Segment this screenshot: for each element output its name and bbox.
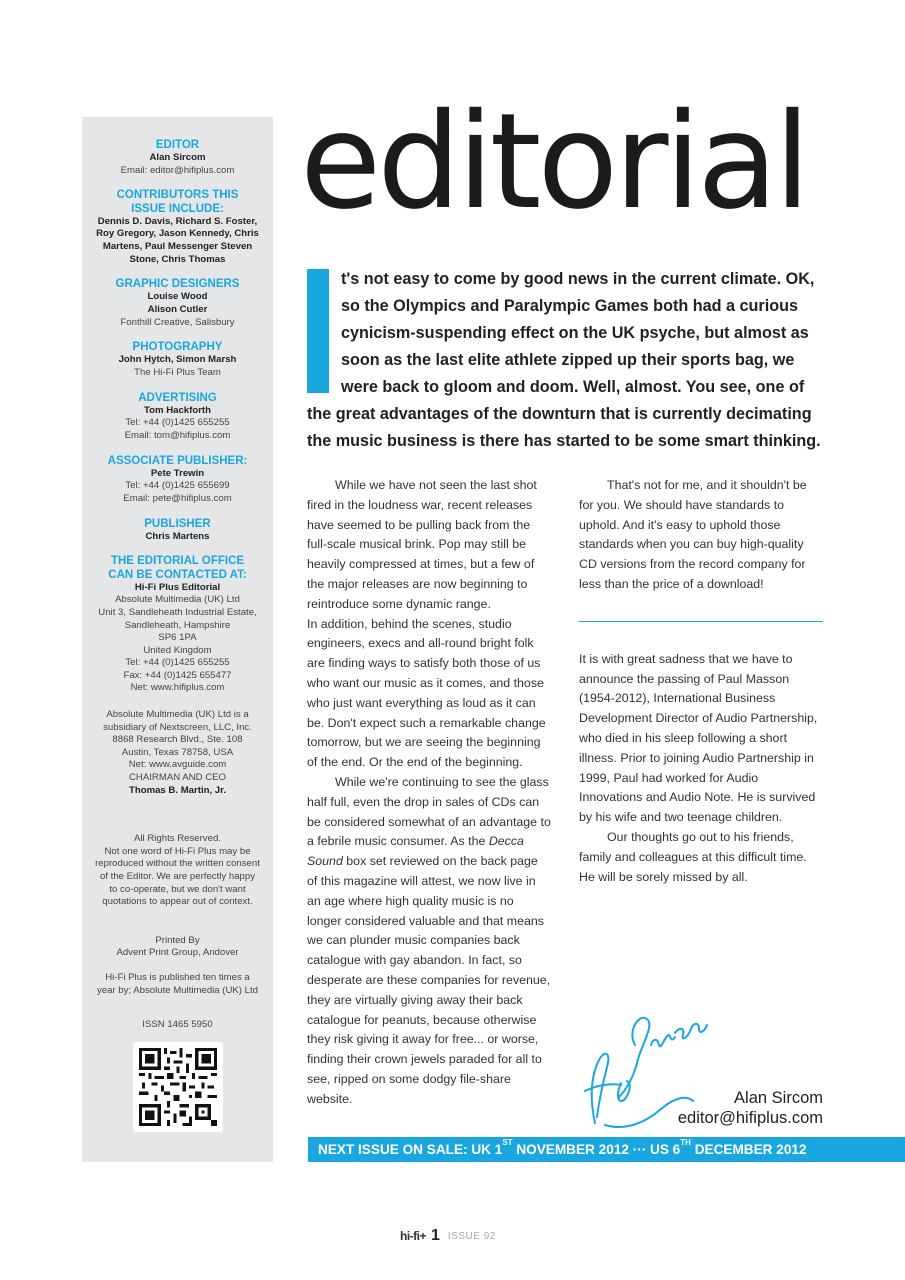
associate-name: Pete Trewin	[150, 467, 205, 479]
masthead-sidebar	[82, 117, 273, 1162]
col1-paragraph-2: In addition, behind the scenes, studio engineers, execs and all-round bright folk are finding ways to satisfy both those of us who want our music as it comes, and those who just want everything as loud as it can be. Don't expect such a remarkable change tomorrow, but we are seeing the beginning of the end. Or the end of the beginning.	[307, 616, 546, 770]
col1-paragraph-3	[307, 773, 551, 1110]
advertising-email: Email: tom@hifiplus.com	[124, 429, 231, 441]
subsidiary-line-1: Absolute Multimedia (UK) Ltd is a	[106, 709, 249, 721]
banner-part-3: DECEMBER 2012	[690, 1142, 807, 1157]
col1-p3-part-a: While we're continuing to see the glass half full, even the drop in sales of CDs can be considered somewhat of an advantage to a febrile music consumer. As the	[307, 774, 551, 849]
subsidiary-line-2: subsidiary of Nextscreen, LLC, Inc.	[103, 721, 252, 733]
article-column-2	[579, 476, 823, 887]
signature-email[interactable]: editor@hifiplus.com	[677, 1109, 823, 1127]
chairman-label: CHAIRMAN AND CEO	[128, 772, 226, 784]
rights-section	[88, 833, 267, 909]
photography-team: The Hi-Fi Plus Team	[134, 366, 221, 378]
office-line-3: Sandleheath, Hampshire	[124, 619, 231, 631]
associate-section	[88, 455, 267, 506]
office-net: Net: www.hifiplus.com	[130, 682, 225, 694]
qr-code-icon	[139, 1048, 217, 1126]
issue-number: ISSUE 92	[447, 1230, 496, 1242]
editor-heading: EDITOR	[155, 139, 200, 151]
contributors-names: Dennis D. Davis, Richard S. Foster, Roy Gregory, Jason Kennedy, Chris Martens, Paul Messenger Steven Stone, Chris Thomas	[96, 215, 259, 265]
office-line-4: SP6 1PA	[158, 632, 197, 644]
designer-company: Fonthill Creative, Salisbury	[120, 316, 235, 328]
publisher-heading: PUBLISHER	[144, 517, 211, 530]
col2-paragraph-3: Our thoughts go out to his friends, family and colleagues at this difficult time. He will be sorely missed by all.	[579, 829, 807, 884]
qr-code[interactable]	[133, 1042, 223, 1132]
contributors-heading: CONTRIBUTORS THIS ISSUE INCLUDE:	[116, 189, 239, 215]
col1-p3-part-b: box set reviewed on the back page of this magazine will attest, we now live in an age where high quality music is no longer considered valuable and that means we can plunder music companies back catalogue with gay abandon. In fact, so desperate are these companies for revenue, they are virtually giving away their back catalogue for peanuts, because otherwise they risk giving it away for free... or worse, finding their crown jewels paraded for all to see, ripped on some dodgy file-share website.	[307, 854, 551, 1106]
office-fax: Fax: +44 (0)1425 655477	[123, 669, 232, 681]
issn-number: ISSN 1465 5950	[142, 1019, 213, 1031]
office-name: Hi-Fi Plus Editorial	[134, 581, 221, 593]
col2-paragraph-1: That's not for me, and it shouldn't be for you. We should have standards to uphold. And it's easy to uphold those standards when you can buy high-quality CD versions from the record company for less than the price of a download!	[579, 478, 807, 591]
editor-email: Email: editor@hifiplus.com	[120, 164, 235, 176]
office-heading: THE EDITORIAL OFFICE CAN BE CONTACTED AT:	[108, 555, 247, 581]
publisher-name: Chris Martens	[145, 530, 210, 542]
office-section	[88, 555, 267, 695]
banner-part-1: NEXT ISSUE ON SALE: UK 1	[318, 1142, 503, 1157]
banner-part-2: NOVEMBER 2012 ··· US 6	[512, 1142, 681, 1157]
advertising-section	[88, 392, 267, 443]
page-title: editorial	[300, 85, 807, 239]
article-column-1	[307, 476, 551, 1110]
printed-section	[88, 935, 267, 960]
intro-text: t's not easy to come by good news in the current climate. OK, so the Olympics and Paralympic Games both had a curious cynicism-suspending effect on the UK psyche, but almost as soon as the last elite athlete zipped up their sports bag, we were back to gloom and doom. Well, almost. You see, one of the great advantages of the downturn that is currently decimating the music business is there has started to be some smart thinking.	[307, 270, 821, 450]
contributors-section	[88, 189, 267, 266]
photography-heading: PHOTOGRAPHY	[132, 341, 223, 354]
rights-line-2: Not one word of Hi-Fi Plus may be	[104, 845, 251, 857]
page-number: 1	[431, 1227, 440, 1244]
banner-sup-2: TH	[680, 1138, 691, 1147]
col2-paragraph-2: It is with great sadness that we have to announce the passing of Paul Masson (1954-2012), International Business Development Director of Audio Partnership, who died in his sleep following a short illness. Prior to joining Audio Partnership in 1999, Paul had worked for Audio Innovations and Audio Note. He is survived by his wife and two teenage children.	[579, 651, 818, 825]
rights-line-1: All Rights Reserved.	[134, 833, 221, 845]
column-divider	[579, 621, 823, 622]
associate-heading: ASSOCIATE PUBLISHER:	[107, 454, 248, 467]
published-line-2: year by; Absolute Multimedia (UK) Ltd	[96, 984, 259, 996]
hifi-logo: hi-fi+	[400, 1229, 426, 1243]
chairman-name: Thomas B. Martin, Jr.	[128, 784, 227, 796]
designers-section	[88, 278, 267, 329]
rights-line-6: quotations to appear out of context.	[102, 896, 253, 908]
next-issue-text	[308, 1138, 807, 1157]
page-footer	[400, 1228, 496, 1244]
published-line-1: Hi-Fi Plus is published ten times a	[105, 971, 250, 983]
signature-name: Alan Sircom	[734, 1089, 823, 1107]
publisher-section	[88, 518, 267, 544]
rights-line-5: to co-operate, but we don't want	[109, 883, 246, 895]
subsidiary-section	[88, 709, 267, 797]
col1-p3-emphasis: Decca Sound	[307, 834, 524, 869]
office-line-1: Absolute Multimedia (UK) Ltd	[115, 594, 240, 606]
published-section	[88, 972, 267, 997]
advertising-tel: Tel: +44 (0)1425 655255	[125, 417, 230, 429]
designer-name-1: Louise Wood	[147, 291, 208, 303]
subsidiary-line-3: 8868 Research Blvd., Ste. 108	[112, 734, 243, 746]
associate-tel: Tel: +44 (0)1425 655699	[125, 480, 230, 492]
intro-paragraph	[307, 266, 822, 455]
rights-line-4: of the Editor. We are perfectly happy	[99, 871, 255, 882]
subsidiary-line-4: Austin, Texas 78758, USA	[121, 746, 234, 758]
designer-name-2: Alison Cutler	[147, 303, 208, 315]
office-line-5: United Kingdom	[143, 644, 212, 656]
next-issue-banner	[308, 1137, 905, 1162]
photography-names: John Hytch, Simon Marsh	[118, 354, 237, 366]
printed-line-2: Advent Print Group, Andover	[116, 947, 239, 959]
photography-section	[88, 341, 267, 379]
banner-sup-1: ST	[502, 1138, 513, 1147]
rights-line-3: reproduced without the written consent	[95, 858, 260, 870]
office-tel: Tel: +44 (0)1425 655255	[125, 657, 230, 669]
office-line-2: Unit 3, Sandleheath Industrial Estate,	[98, 606, 257, 618]
editor-name: Alan Sircom	[149, 152, 206, 164]
editor-section	[88, 139, 267, 177]
drop-cap-bar	[307, 269, 329, 393]
advertising-name: Tom Hackforth	[144, 404, 211, 416]
designers-heading: GRAPHIC DESIGNERS	[115, 278, 240, 291]
advertising-heading: ADVERTISING	[138, 391, 217, 404]
subsidiary-net: Net: www.avguide.com	[128, 759, 227, 771]
printed-line-1: Printed By	[155, 934, 200, 946]
associate-email: Email: pete@hifiplus.com	[123, 492, 232, 504]
col1-paragraph-1: While we have not seen the last shot fired in the loudness war, recent releases have seemed to be pulling back from the full-scale musical brink. Pop may still be heavily compressed at times, but a few of the major releases are now beginning to reintroduce some dynamic range.	[307, 478, 537, 611]
issn-section	[88, 1019, 267, 1132]
